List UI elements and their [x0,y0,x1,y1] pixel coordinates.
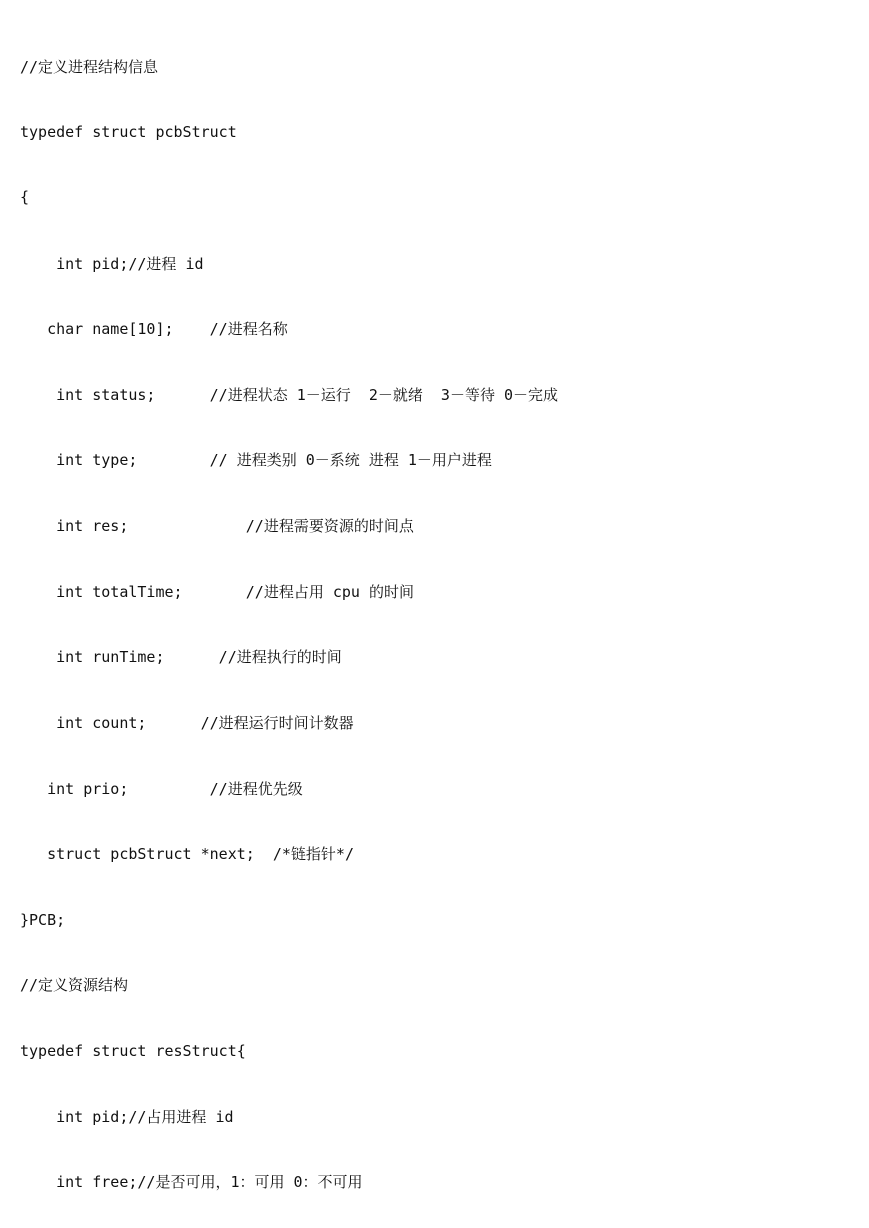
typedef-pcbstruct-line: typedef struct pcbStruct [20,123,237,141]
close-pcb-line: }PCB; [20,911,66,929]
field-pid-line: int pid;//进程 id [20,255,204,273]
field-next-pointer-line: struct pcbStruct *next; /*链指针*/ [20,845,354,863]
field-totaltime-line: int totalTime; //进程占用 cpu 的时间 [20,583,414,601]
field-type-line: int type; // 进程类别 0－系统 进程 1－用户进程 [20,451,492,469]
open-brace-line: { [20,188,30,206]
field-runtime-line: int runTime; //进程执行的时间 [20,648,342,666]
field-count-line: int count; //进程运行时间计数器 [20,714,354,732]
field-res-line: int res; //进程需要资源的时间点 [20,517,414,535]
field-prio-line: int prio; //进程优先级 [20,780,303,798]
field-status-line: int status; //进程状态 1－运行 2－就绪 3－等待 0－完成 [20,386,559,404]
res-field-free-line: int free;//是否可用，1：可用 0：不可用 [20,1173,363,1191]
comment-define-process-struct: //定义进程结构信息 [20,58,159,76]
field-name-line: char name[10]; //进程名称 [20,320,288,338]
typedef-resstruct-line: typedef struct resStruct{ [20,1042,246,1060]
comment-define-resource-struct: //定义资源结构 [20,976,129,994]
res-field-pid-line: int pid;//占用进程 id [20,1108,234,1126]
